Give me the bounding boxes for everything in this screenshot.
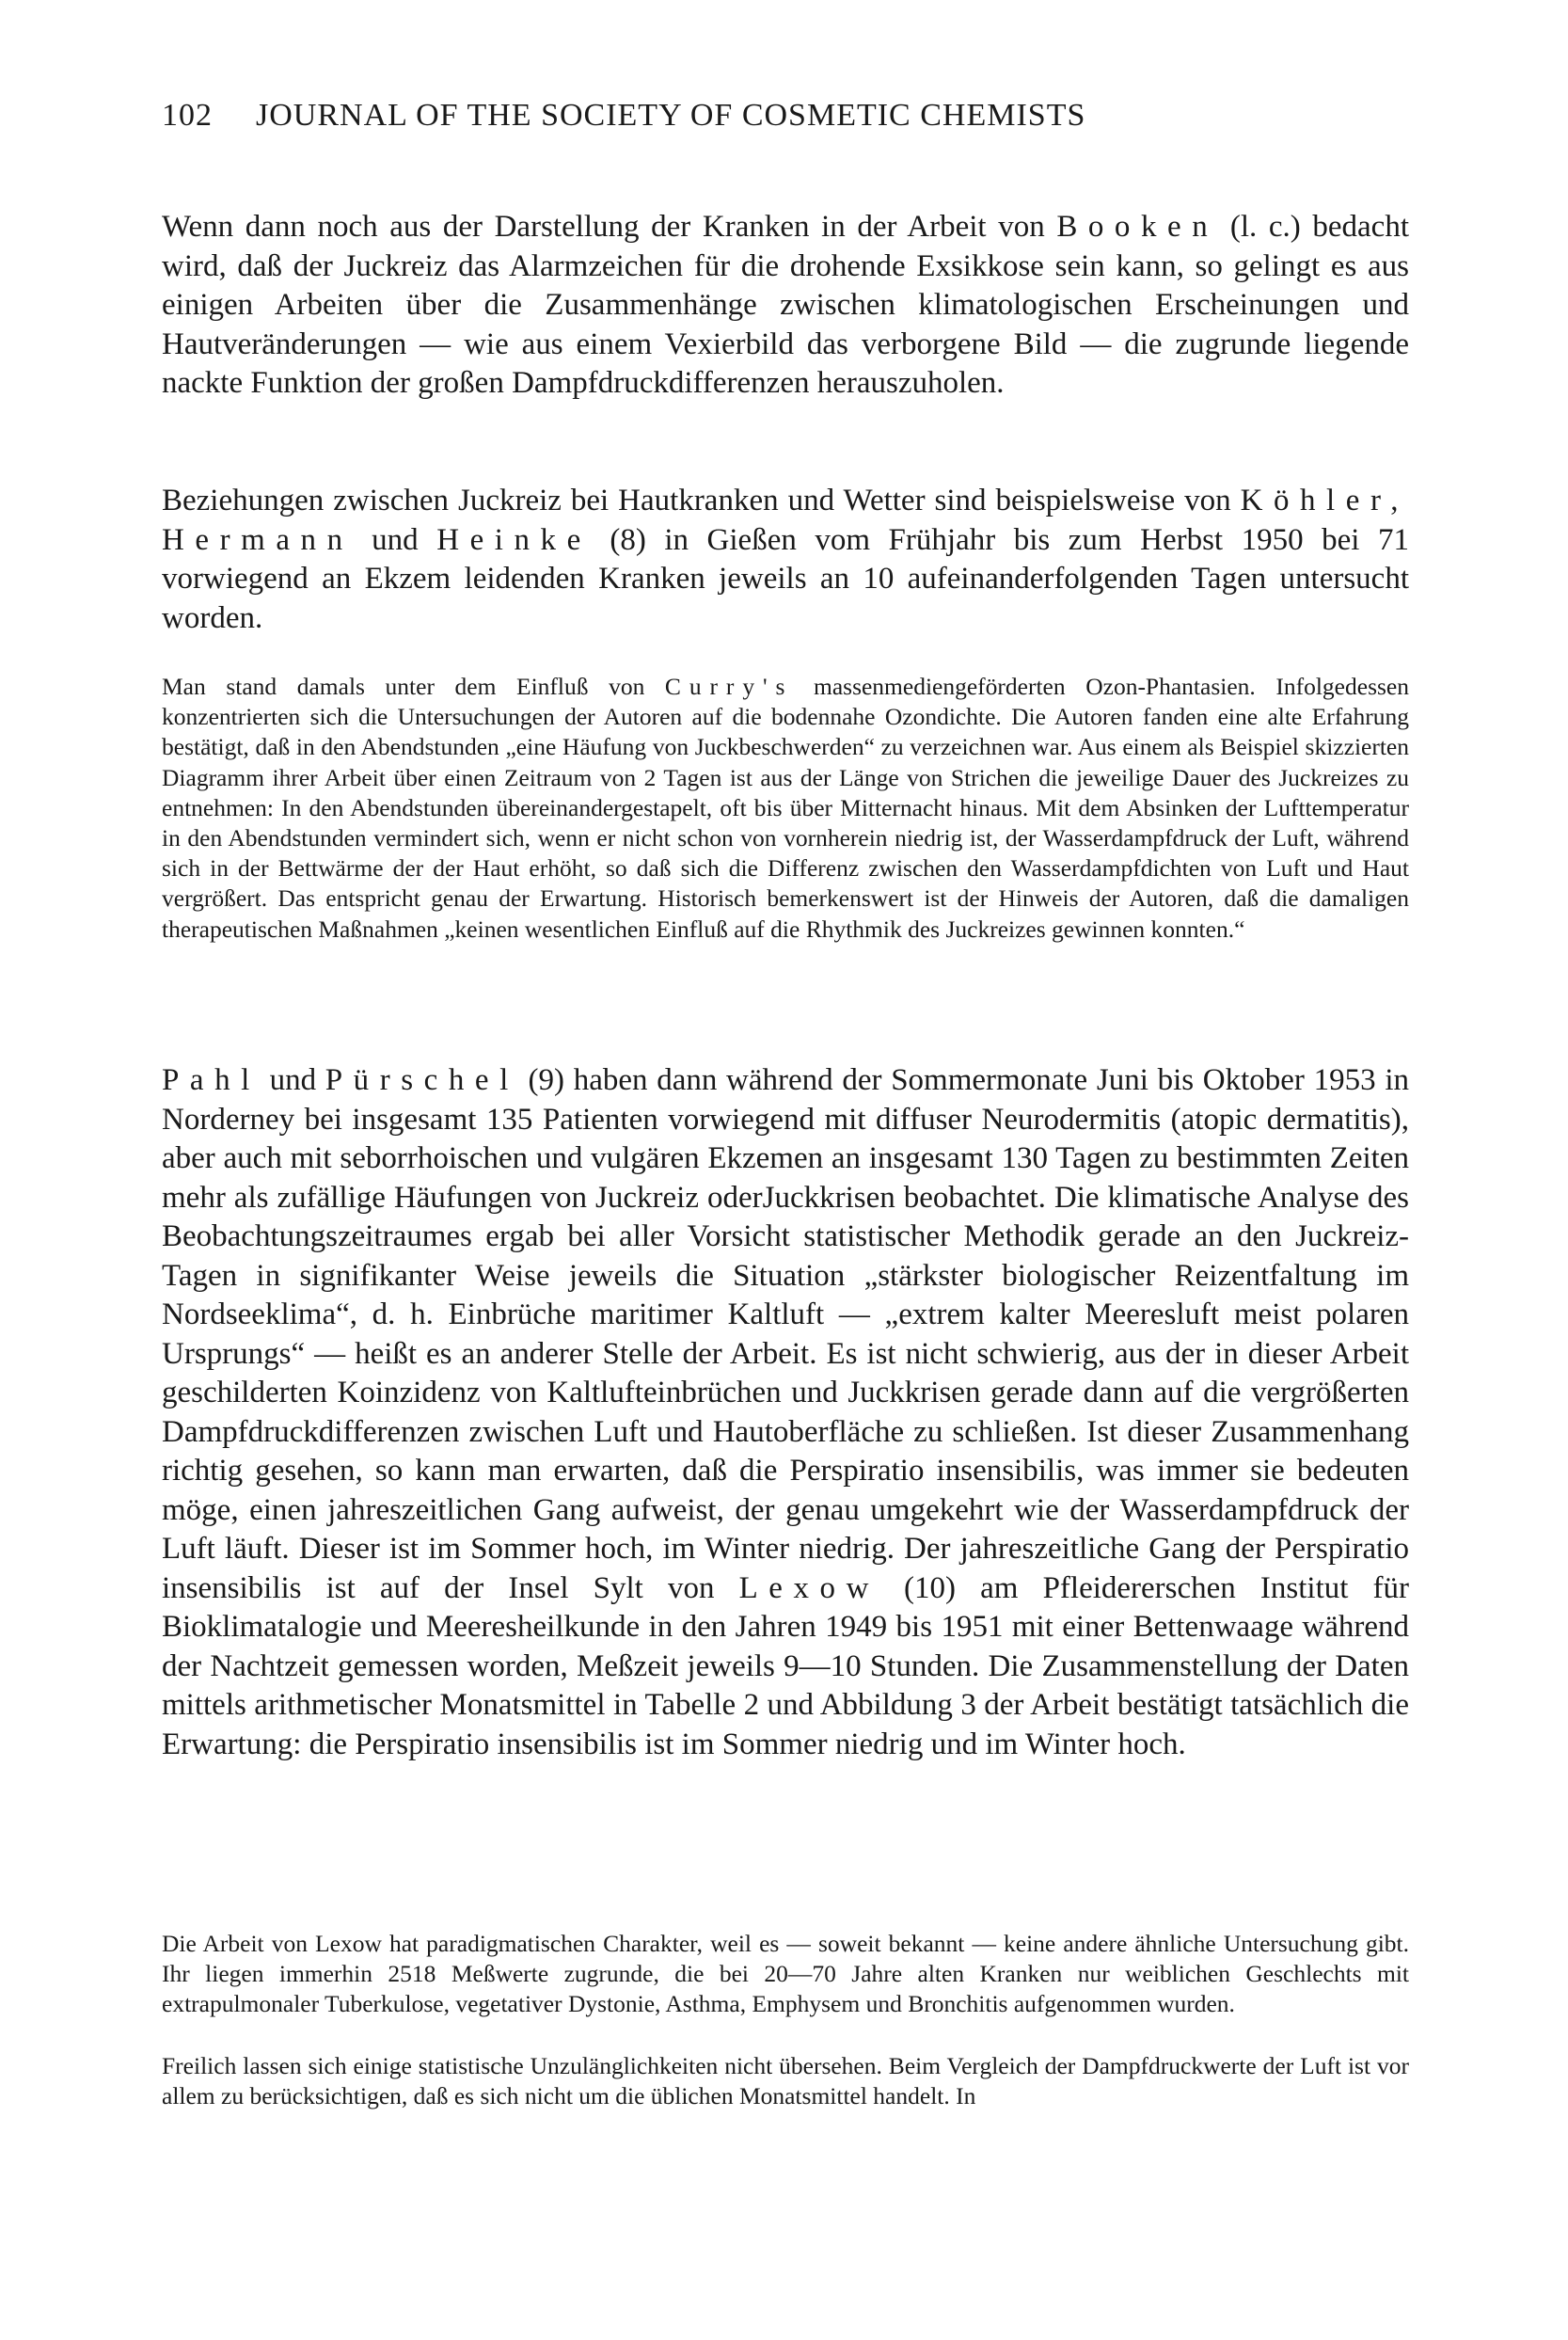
indented-note-1: Man stand damals unter dem Einfluß von Curry's massenmediengeförderten Ozon-Phantasien. Infolgedessen konzentrierten sich die Untersuchungen der Autoren auf die bodennahe Ozondichte. Die Autoren fanden eine alte Erfahrung bestätigt, daß in den Abendstunden „eine Häufung von Juckbeschwerden“ zu verzeichnen war. Aus einem als Beispiel skizzierten Diagramm ihrer Arbeit über einen Zeitraum von 2 Tagen ist aus der Länge von Strichen die jeweilige Dauer des Juckreizes zu entnehmen: In den Abendstunden übereinandergestapelt, oft bis über Mitternacht hinaus. Mit dem Absinken der Lufttemperatur in den Abendstunden vermindert sich, wenn er nicht schon von vornherein niedrig ist, der Wasserdampfdruck der Luft, während sich in der Bettwärme der der Haut erhöht, so daß sich die Differenz zwischen den Wasserdampfdichten von Luft und Haut vergrößert. Das entspricht genau der Erwartung. Historisch bemerkenswert ist der Hinweis der Autoren, daß die damaligen therapeutischen Maßnahmen „keinen wesentlichen Einfluß auf die Rhythmik des Juckreizes gewinnen konnten.“ <box>162 673 1409 943</box>
indented-note-2 <box>162 1929 1409 2020</box>
note-paragraph: Die Arbeit von Lexow hat paradigmatischen Charakter, weil es — soweit bekannt — keine andere ähnliche Untersuchung gibt. Ihr liegen immerhin 2518 Meßwerte zugrunde, die bei 20—70 Jahre alten Kranken nur weiblichen Geschlechts mit extrapulmonaler Tuberkulose, vegetativer Dystonie, Asthma, Emphysem und Bronchitis aufgenommen wurden. <box>162 1930 1409 2018</box>
page-number: 102 <box>162 98 213 133</box>
note-paragraph: Freilich lassen sich einige statistische Unzulänglichkeiten nicht übersehen. Beim Vergleich der Dampfdruckwerte der Luft ist vor allem zu berücksichtigen, daß es sich nicht um die üblichen Monatsmittel handelt. In <box>162 2052 1409 2110</box>
journal-title: JOURNAL OF THE SOCIETY OF COSMETIC CHEMISTS <box>256 98 1086 133</box>
author-name: Heinke <box>436 522 592 557</box>
running-header <box>162 98 1409 134</box>
author-name: Köhler, <box>1240 484 1409 517</box>
indented-note-3 <box>162 2051 1409 2111</box>
author-name: Booken <box>1056 210 1219 244</box>
author-name: Lexow <box>738 1570 879 1605</box>
paragraph-2: Beziehungen zwischen Juckreiz bei Hautkranken und Wetter sind beispielsweise von Köhler, Hermann und Heinke (8) in Gießen vom Frühjahr bis zum Herbst 1950 bei 71 vorwiegend an Ekzem leidenden Kranken jeweils an 10 aufeinanderfolgenden Tagen untersucht worden. <box>162 484 1409 635</box>
author-name: Hermann <box>162 522 354 557</box>
paragraph-3: Pahl und Pürschel (9) haben dann während der Sommermonate Juni bis Oktober 1953 in Norderney bei insgesamt 135 Patienten vorwiegend mit diffuser Neurodermitis (atopic dermatitis), aber auch mit seborrhoischen und vulgären Ekzemen an insgesamt 130 Tagen zu bestimmten Zeiten mehr als zufällige Häufungen von Juckreiz oderJuckkrisen beobachtet. Die klimatische Analyse des Beobachtungszeitraumes ergab bei aller Vorsicht statistischer Methodik gerade an den Juckreiz-Tagen in signifikanter Weise jeweils die Situation „stärkster biologischer Reizentfaltung im Nordseeklima“, d. h. Einbrüche maritimer Kaltluft — „extrem kalter Meeresluft meist polaren Ursprungs“ — heißt es an anderer Stelle der Arbeit. Es ist nicht schwierig, aus der in dieser Arbeit geschilderten Koinzidenz von Kaltlufteinbrüchen und Juckkrisen gerade dann auf die vergrößerten Dampfdruckdifferenzen zwischen Luft und Hautoberfläche zu schließen. Ist dieser Zusammenhang richtig gesehen, so kann man erwarten, daß die Perspiratio insensibilis, was immer sie bedeuten möge, einen jahreszeitlichen Gang aufweist, der genau umgekehrt wie der Wasserdampfdruck der Luft läuft. Dieser ist im Sommer hoch, im Winter niedrig. Der jahreszeitliche Gang der Perspiratio insensibilis ist auf der Insel Sylt von Lexow (10) am Pfleidererschen Institut für Bioklimatalogie und Meeresheilkunde in den Jahren 1949 bis 1951 mit einer Bettenwaage während der Nachtzeit gemessen worden, Meßzeit jeweils 9—10 Stunden. Die Zusammenstellung der Daten mittels arithmetischer Monatsmittel in Tabelle 2 und Abbildung 3 der Arbeit bestätigt tatsächlich die Erwartung: die Perspiratio insensibilis ist im Sommer niedrig und im Winter hoch. <box>162 1063 1409 1761</box>
author-name: Pürschel <box>325 1063 519 1097</box>
author-name: Curry's <box>664 673 794 700</box>
paragraph-1: Wenn dann noch aus der Darstellung der Kranken in der Arbeit von Booken (l. c.) bedacht wird, daß der Juckreiz das Alarmzeichen für die drohende Exsikkose sein kann, so gelingt es aus einigen Arbeiten über die Zusammenhänge zwischen klimatologischen Erscheinungen und Hautveränderungen — wie aus einem Vexierbild das verborgene Bild — die zugrunde liegende nackte Funktion der großen Dampfdruckdifferenzen herauszuholen. <box>162 210 1409 400</box>
author-name: Pahl <box>162 1063 261 1097</box>
